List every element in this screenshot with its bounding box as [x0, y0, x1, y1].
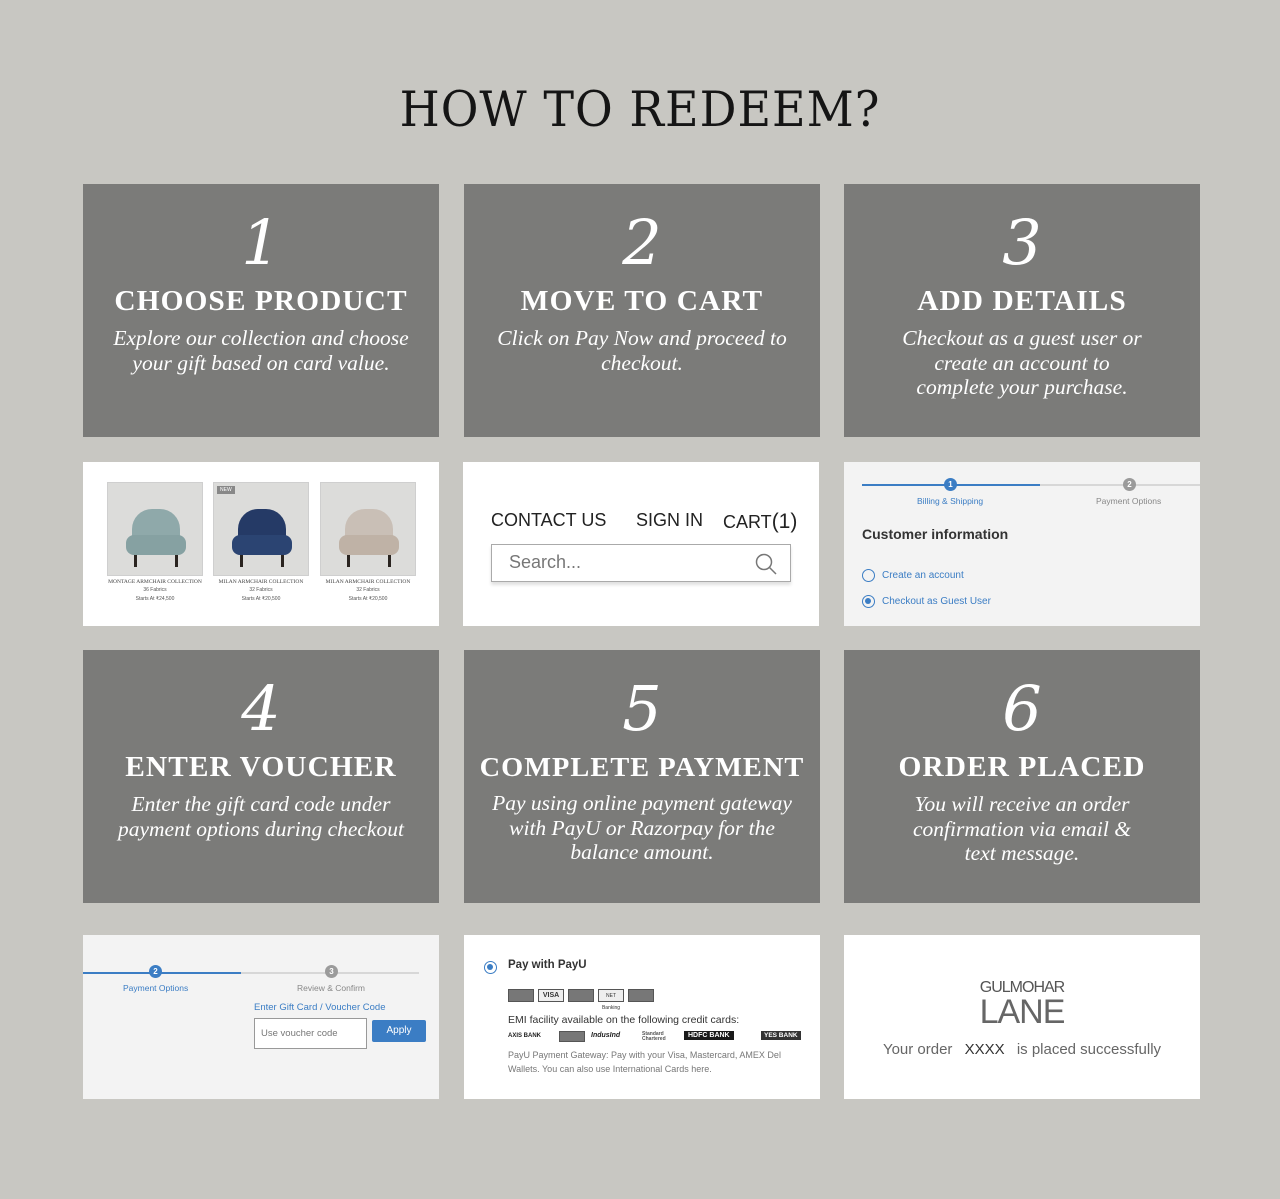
new-badge: NEW [217, 486, 235, 494]
hdfc-bank-logo: HDFC BANK [684, 1031, 734, 1040]
gulmohar-logo-top: GULMOHAR [979, 979, 1065, 996]
step-heading: CHOOSE PRODUCT [114, 286, 408, 317]
create-account-radio[interactable] [862, 569, 875, 582]
search-placeholder: Search... [509, 552, 582, 572]
product-image[interactable] [320, 482, 416, 576]
voucher-field-label: Enter Gift Card / Voucher Code [254, 1002, 386, 1013]
step-card-2 [464, 184, 820, 437]
cart-count: (1) [771, 510, 798, 533]
step-description: Checkout as a guest user or create an account to complete your purchase. [902, 326, 1142, 399]
armchair-image [339, 509, 399, 567]
step-number: 3 [1002, 206, 1042, 279]
guest-checkout-radio[interactable] [862, 595, 875, 608]
section-heading: Customer information [862, 526, 1009, 542]
product-name[interactable]: MILAN ARMCHAIR COLLECTION [325, 579, 411, 585]
emi-text: EMI facility available on the following credit cards: [508, 1014, 740, 1026]
product-name[interactable]: MILAN ARMCHAIR COLLECTION [218, 579, 304, 585]
maestro-icon [568, 989, 594, 1002]
voucher-code-input[interactable]: Use voucher code [254, 1018, 367, 1049]
step-card-5 [464, 650, 820, 903]
step-heading: ADD DETAILS [917, 286, 1127, 317]
standard-chartered-logo: Standard Chartered [642, 1031, 666, 1042]
cart-header-screenshot [463, 462, 819, 626]
step-indicator: 2 [1123, 478, 1136, 491]
payu-option-label[interactable]: Pay with PayU [508, 959, 587, 971]
gulmohar-logo-bottom: LANE [979, 993, 1065, 1031]
voucher-screenshot [83, 935, 439, 1099]
step-label: Payment Options [123, 983, 189, 993]
product-card[interactable] [213, 482, 309, 604]
step-number: 4 [241, 672, 281, 745]
mastercard-icon [508, 989, 534, 1002]
order-msg-prefix: Your order [882, 1041, 953, 1058]
step-indicator: 3 [325, 965, 338, 978]
step-card-4 [83, 650, 439, 903]
step-heading: COMPLETE PAYMENT [479, 752, 805, 782]
page-title: HOW TO REDEEM? [399, 80, 881, 138]
step-indicator: 1 [944, 478, 957, 491]
product-card[interactable] [107, 482, 203, 604]
bank-logo [559, 1031, 585, 1042]
step-card-3 [844, 184, 1200, 437]
progress-line-active [83, 972, 241, 974]
step-label: Payment Options [1096, 496, 1162, 506]
step-description: You will receive an order confirmation via email & text message. [913, 792, 1131, 865]
step-number: 2 [622, 206, 662, 279]
amex-icon [628, 989, 654, 1002]
product-price: Starts At ₹24,500 [135, 596, 175, 602]
product-price: Starts At ₹20,500 [241, 596, 281, 602]
step-card-6 [844, 650, 1200, 903]
search-icon[interactable] [754, 552, 778, 576]
yes-bank-logo: YES BANK [761, 1031, 801, 1040]
contact-us-link[interactable]: CONTACT US [491, 510, 607, 530]
product-fabrics: 32 Fabrics [356, 587, 380, 593]
step-description: Pay using online payment gateway with PayU or Razorpay for the balance amount. [492, 791, 792, 864]
sign-in-link[interactable]: SIGN IN [636, 510, 704, 530]
product-fabrics: 36 Fabrics [143, 587, 167, 593]
step-description: Explore our collection and choose your gift based on card value. [113, 326, 409, 375]
step-number: 6 [1002, 672, 1042, 745]
step-description: Click on Pay Now and proceed to checkout. [497, 326, 787, 375]
armchair-image [126, 509, 186, 567]
progress-line [1040, 484, 1200, 486]
netbanking-icon: NET Banking [598, 989, 624, 1002]
cart-label: CART [723, 512, 772, 532]
apply-button[interactable]: Apply [372, 1020, 426, 1042]
axis-bank-logo: AXIS BANK [508, 1033, 542, 1039]
step-heading: ENTER VOUCHER [125, 752, 397, 783]
product-image[interactable] [107, 482, 203, 576]
step-number: 1 [241, 206, 281, 279]
product-fabrics: 32 Fabrics [249, 587, 273, 593]
product-price: Starts At ₹20,500 [348, 596, 388, 602]
product-name[interactable]: MONTAGE ARMCHAIR COLLECTION [108, 579, 202, 585]
payu-note: PayU Payment Gateway: Pay with your Visa, Mastercard, AMEX Del Wallets. You can also use International Cards here. [508, 1050, 781, 1074]
product-listing-screenshot [83, 462, 439, 626]
order-msg-suffix: is placed successfully [1016, 1041, 1162, 1058]
step-label: Billing & Shipping [917, 496, 984, 506]
customer-info-screenshot [844, 462, 1200, 626]
cart-link[interactable] [723, 510, 797, 534]
step-indicator: 2 [149, 965, 162, 978]
step-heading: MOVE TO CART [520, 286, 764, 317]
search-input[interactable] [491, 544, 791, 582]
step-number: 5 [622, 672, 662, 745]
step-description: Enter the gift card code under payment options during checkout [117, 792, 404, 841]
step-card-1 [83, 184, 439, 437]
order-id: XXXX [964, 1041, 1005, 1058]
product-image[interactable] [213, 482, 309, 576]
indusind-logo: IndusInd [591, 1032, 621, 1039]
step-heading: ORDER PLACED [898, 752, 1146, 783]
payu-radio[interactable] [484, 961, 497, 974]
order-message [844, 1041, 1200, 1058]
step-label: Review & Confirm [297, 983, 366, 993]
payment-screenshot [464, 935, 820, 1099]
guest-checkout-label[interactable]: Checkout as Guest User [882, 596, 991, 607]
product-card[interactable] [320, 482, 416, 604]
create-account-label[interactable]: Create an account [882, 570, 964, 581]
armchair-image [232, 509, 292, 567]
order-confirmation-screenshot [844, 935, 1200, 1099]
visa-icon: VISA [538, 989, 564, 1002]
